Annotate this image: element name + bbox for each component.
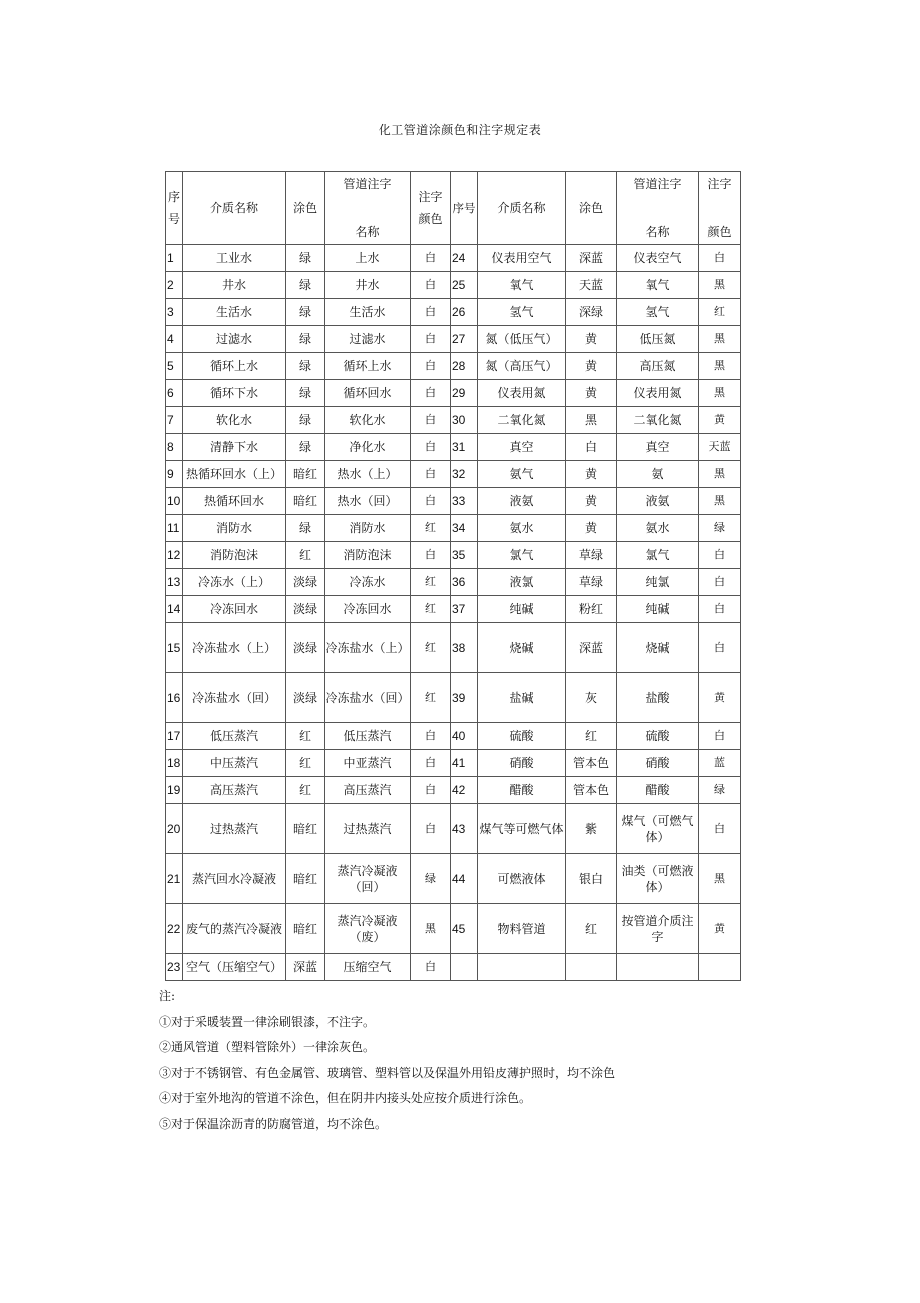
cell-label-right: 液氨 <box>617 488 699 515</box>
cell-paint-right: 管本色 <box>566 777 617 804</box>
cell-no-left: 4 <box>166 326 183 353</box>
cell-medium-left: 热循环回水 <box>183 488 286 515</box>
table-row <box>166 623 741 673</box>
cell-text-color-right: 红 <box>699 299 741 326</box>
cell-medium-left: 过热蒸汽 <box>183 804 286 854</box>
cell-medium-right: 氨水 <box>478 515 566 542</box>
header-paint: 涂色 <box>286 172 325 245</box>
cell-no-right: 29 <box>451 380 478 407</box>
cell-no-left: 8 <box>166 434 183 461</box>
cell-paint-right: 黑 <box>566 407 617 434</box>
cell-no-right: 28 <box>451 353 478 380</box>
table-row <box>166 272 741 299</box>
notes-heading: 注: <box>159 989 176 1003</box>
header-no-2: 序号 <box>451 172 478 245</box>
cell-label-right: 纯氯 <box>617 569 699 596</box>
cell-paint-right: 灰 <box>566 673 617 723</box>
cell-no-right: 33 <box>451 488 478 515</box>
table-row <box>166 353 741 380</box>
cell-medium-right: 硫酸 <box>478 723 566 750</box>
cell-medium-right: 物料管道 <box>478 904 566 954</box>
header-text-color-top-2: 注字 <box>707 177 732 191</box>
cell-no-left: 20 <box>166 804 183 854</box>
cell-label-left: 过热蒸汽 <box>325 804 411 854</box>
cell-paint-right: 黄 <box>566 461 617 488</box>
cell-label-right: 仪表空气 <box>617 245 699 272</box>
cell-paint-right: 草绿 <box>566 542 617 569</box>
cell-no-right: 30 <box>451 407 478 434</box>
cell-no-left: 21 <box>166 854 183 904</box>
cell-text-color-left: 红 <box>411 569 451 596</box>
cell-medium-right: 煤气等可燃气体 <box>478 804 566 854</box>
cell-label-left: 冷冻盐水（回） <box>325 673 411 723</box>
cell-medium-right: 氨气 <box>478 461 566 488</box>
cell-no-right: 45 <box>451 904 478 954</box>
cell-text-color-right: 黑 <box>699 488 741 515</box>
cell-text-color-right: 白 <box>699 245 741 272</box>
note-item-4: ④对于室外地沟的管道不涂色，但在阴井内接头处应按介质进行涂色。 <box>159 1091 532 1105</box>
cell-medium-left: 冷冻盐水（上） <box>183 623 286 673</box>
cell-medium-left: 消防泡沫 <box>183 542 286 569</box>
cell-label-left: 冷冻回水 <box>325 596 411 623</box>
cell-text-color-right: 黄 <box>699 673 741 723</box>
header-medium: 介质名称 <box>183 172 286 245</box>
cell-label-left: 热水（回） <box>325 488 411 515</box>
pipe-color-table <box>165 171 741 981</box>
cell-no-left: 10 <box>166 488 183 515</box>
cell-paint-left: 暗红 <box>286 488 325 515</box>
cell-label-left: 热水（上） <box>325 461 411 488</box>
cell-paint-right: 白 <box>566 434 617 461</box>
table-row <box>166 804 741 854</box>
cell-no-left: 15 <box>166 623 183 673</box>
table-row <box>166 488 741 515</box>
cell-medium-left: 冷冻回水 <box>183 596 286 623</box>
cell-paint-right: 银白 <box>566 854 617 904</box>
cell-medium-left: 循环上水 <box>183 353 286 380</box>
cell-medium-left: 冷冻盐水（回） <box>183 673 286 723</box>
cell-text-color-left: 白 <box>411 245 451 272</box>
table-row <box>166 542 741 569</box>
cell-no-left: 3 <box>166 299 183 326</box>
header-label-bottom-2: 名称 <box>645 225 670 239</box>
cell-paint-right: 黄 <box>566 353 617 380</box>
cell-no-left: 6 <box>166 380 183 407</box>
cell-paint-left: 红 <box>286 723 325 750</box>
header-paint-2: 涂色 <box>566 172 617 245</box>
cell-medium-right: 纯碱 <box>478 596 566 623</box>
cell-text-color-right: 白 <box>699 569 741 596</box>
cell-text-color-right: 黑 <box>699 854 741 904</box>
header-text-color-bottom-2: 颜色 <box>707 225 732 239</box>
cell-paint-left: 绿 <box>286 245 325 272</box>
cell-medium-right: 液氨 <box>478 488 566 515</box>
cell-label-left: 上水 <box>325 245 411 272</box>
cell-paint-right: 黄 <box>566 380 617 407</box>
cell-text-color-right: 黑 <box>699 272 741 299</box>
cell-text-color-right: 蓝 <box>699 750 741 777</box>
cell-label-right: 硫酸 <box>617 723 699 750</box>
cell-label-right: 氢气 <box>617 299 699 326</box>
cell-paint-right: 深蓝 <box>566 245 617 272</box>
cell-text-color-right: 黄 <box>699 904 741 954</box>
cell-label-left: 生活水 <box>325 299 411 326</box>
cell-medium-left: 工业水 <box>183 245 286 272</box>
cell-text-color-left: 白 <box>411 461 451 488</box>
cell-medium-right: 二氧化氮 <box>478 407 566 434</box>
cell-paint-left: 绿 <box>286 272 325 299</box>
cell-label-left: 消防泡沫 <box>325 542 411 569</box>
note-item-1: ①对于采暖装置一律涂刷银漆，不注字。 <box>159 1014 376 1029</box>
cell-no-right <box>451 954 478 981</box>
cell-text-color-left: 白 <box>411 954 451 981</box>
cell-paint-left: 淡绿 <box>286 673 325 723</box>
cell-paint-left: 淡绿 <box>286 569 325 596</box>
cell-label-right: 氨 <box>617 461 699 488</box>
cell-label-left: 压缩空气 <box>325 954 411 981</box>
cell-paint-right: 黄 <box>566 488 617 515</box>
cell-label-right: 油类（可燃液体） <box>617 854 699 904</box>
header-text-color <box>411 172 451 245</box>
cell-paint-right: 深绿 <box>566 299 617 326</box>
table-row <box>166 407 741 434</box>
cell-text-color-right: 白 <box>699 542 741 569</box>
note-item-2: ②通风管道（塑料管除外）一律涂灰色。 <box>159 1040 376 1054</box>
cell-paint-right <box>566 954 617 981</box>
cell-text-color-left: 白 <box>411 299 451 326</box>
cell-paint-right: 草绿 <box>566 569 617 596</box>
cell-medium-right: 氮（高压气） <box>478 353 566 380</box>
cell-no-left: 11 <box>166 515 183 542</box>
header-label-2 <box>617 172 699 245</box>
cell-text-color-left: 白 <box>411 777 451 804</box>
cell-text-color-left: 白 <box>411 488 451 515</box>
cell-no-right: 39 <box>451 673 478 723</box>
cell-text-color-left: 白 <box>411 380 451 407</box>
cell-no-right: 24 <box>451 245 478 272</box>
cell-label-right: 纯碱 <box>617 596 699 623</box>
cell-text-color-right: 白 <box>699 623 741 673</box>
cell-paint-left: 淡绿 <box>286 596 325 623</box>
cell-text-color-left: 红 <box>411 623 451 673</box>
cell-text-color-left: 白 <box>411 434 451 461</box>
cell-medium-left: 冷冻水（上） <box>183 569 286 596</box>
header-text-color-2 <box>699 172 741 245</box>
cell-no-left: 9 <box>166 461 183 488</box>
table-row <box>166 904 741 954</box>
cell-paint-left: 暗红 <box>286 804 325 854</box>
cell-text-color-left: 白 <box>411 353 451 380</box>
cell-medium-right: 氯气 <box>478 542 566 569</box>
notes <box>159 984 615 1137</box>
cell-paint-left: 红 <box>286 542 325 569</box>
table-row <box>166 434 741 461</box>
cell-paint-left: 绿 <box>286 353 325 380</box>
table-row <box>166 515 741 542</box>
cell-no-left: 16 <box>166 673 183 723</box>
cell-no-left: 23 <box>166 954 183 981</box>
cell-text-color-left: 白 <box>411 542 451 569</box>
cell-paint-left: 绿 <box>286 299 325 326</box>
cell-no-right: 32 <box>451 461 478 488</box>
cell-paint-left: 暗红 <box>286 461 325 488</box>
cell-text-color-right: 黑 <box>699 326 741 353</box>
cell-paint-right: 管本色 <box>566 750 617 777</box>
cell-label-left: 冷冻盐水（上） <box>325 623 411 673</box>
header-medium-2: 介质名称 <box>478 172 566 245</box>
cell-text-color-left: 红 <box>411 596 451 623</box>
cell-no-right: 27 <box>451 326 478 353</box>
cell-paint-right: 紫 <box>566 804 617 854</box>
cell-no-left: 14 <box>166 596 183 623</box>
cell-medium-left: 废气的蒸汽冷凝液 <box>183 904 286 954</box>
cell-text-color-left: 白 <box>411 272 451 299</box>
cell-text-color-left: 白 <box>411 750 451 777</box>
note-item-5: ⑤对于保温涂沥青的防腐管道，均不涂色。 <box>159 1116 388 1131</box>
cell-label-right: 仪表用氮 <box>617 380 699 407</box>
cell-label-right: 按管道介质注字 <box>617 904 699 954</box>
cell-text-color-right: 天蓝 <box>699 434 741 461</box>
cell-medium-right: 仪表用空气 <box>478 245 566 272</box>
header-no <box>166 172 183 245</box>
cell-no-right: 25 <box>451 272 478 299</box>
cell-label-right: 盐酸 <box>617 673 699 723</box>
cell-text-color-left: 黑 <box>411 904 451 954</box>
header-label-top: 管道注字 <box>343 177 392 191</box>
header-no-text: 序号 <box>168 190 181 226</box>
cell-label-right: 低压氮 <box>617 326 699 353</box>
table-row <box>166 461 741 488</box>
cell-no-left: 19 <box>166 777 183 804</box>
cell-no-right: 43 <box>451 804 478 854</box>
cell-label-left: 消防水 <box>325 515 411 542</box>
cell-text-color-right: 绿 <box>699 777 741 804</box>
cell-no-right: 44 <box>451 854 478 904</box>
header-label <box>325 172 411 245</box>
cell-no-right: 35 <box>451 542 478 569</box>
cell-no-right: 42 <box>451 777 478 804</box>
cell-medium-left: 过滤水 <box>183 326 286 353</box>
cell-paint-left: 红 <box>286 777 325 804</box>
cell-medium-right: 盐碱 <box>478 673 566 723</box>
cell-no-left: 5 <box>166 353 183 380</box>
cell-no-left: 17 <box>166 723 183 750</box>
cell-medium-left: 井水 <box>183 272 286 299</box>
cell-label-right: 二氧化氮 <box>617 407 699 434</box>
cell-label-right <box>617 954 699 981</box>
cell-label-right: 醋酸 <box>617 777 699 804</box>
cell-label-left: 净化水 <box>325 434 411 461</box>
cell-paint-left: 红 <box>286 750 325 777</box>
cell-no-left: 12 <box>166 542 183 569</box>
cell-label-left: 蒸汽冷凝液（废） <box>325 904 411 954</box>
cell-medium-right: 真空 <box>478 434 566 461</box>
cell-medium-left: 循环下水 <box>183 380 286 407</box>
cell-label-right: 硝酸 <box>617 750 699 777</box>
cell-paint-left: 绿 <box>286 515 325 542</box>
cell-label-right: 氯气 <box>617 542 699 569</box>
cell-medium-right: 硝酸 <box>478 750 566 777</box>
cell-label-right: 高压氮 <box>617 353 699 380</box>
table-row <box>166 299 741 326</box>
cell-paint-left: 暗红 <box>286 854 325 904</box>
cell-medium-right: 可燃液体 <box>478 854 566 904</box>
table-row <box>166 326 741 353</box>
cell-paint-left: 绿 <box>286 434 325 461</box>
cell-label-right: 真空 <box>617 434 699 461</box>
cell-label-right: 氧气 <box>617 272 699 299</box>
cell-medium-left: 生活水 <box>183 299 286 326</box>
table-row <box>166 854 741 904</box>
cell-text-color-right: 白 <box>699 596 741 623</box>
table-row <box>166 596 741 623</box>
cell-label-left: 蒸汽冷凝液（回） <box>325 854 411 904</box>
cell-paint-right: 深蓝 <box>566 623 617 673</box>
cell-text-color-left: 白 <box>411 407 451 434</box>
cell-label-right: 烧碱 <box>617 623 699 673</box>
cell-text-color-right: 白 <box>699 804 741 854</box>
page-title: 化工管道涂颜色和注字规定表 <box>378 123 542 137</box>
cell-no-right: 38 <box>451 623 478 673</box>
cell-paint-right: 粉红 <box>566 596 617 623</box>
cell-paint-left: 绿 <box>286 407 325 434</box>
table-row <box>166 954 741 981</box>
cell-paint-right: 红 <box>566 723 617 750</box>
cell-text-color-left: 白 <box>411 723 451 750</box>
table-row <box>166 380 741 407</box>
cell-medium-right: 烧碱 <box>478 623 566 673</box>
cell-text-color-left: 绿 <box>411 854 451 904</box>
cell-paint-left: 淡绿 <box>286 623 325 673</box>
cell-no-right: 41 <box>451 750 478 777</box>
cell-no-right: 40 <box>451 723 478 750</box>
cell-label-left: 高压蒸汽 <box>325 777 411 804</box>
cell-paint-left: 绿 <box>286 326 325 353</box>
cell-no-right: 26 <box>451 299 478 326</box>
header-label-top-2: 管道注字 <box>633 177 682 191</box>
header-text-color-text: 注字颜色 <box>418 190 443 226</box>
cell-no-right: 37 <box>451 596 478 623</box>
cell-paint-right: 黄 <box>566 515 617 542</box>
table-row <box>166 673 741 723</box>
cell-label-left: 软化水 <box>325 407 411 434</box>
cell-no-left: 1 <box>166 245 183 272</box>
cell-medium-right <box>478 954 566 981</box>
cell-text-color-right: 黑 <box>699 380 741 407</box>
cell-paint-left: 暗红 <box>286 904 325 954</box>
cell-text-color-right: 黑 <box>699 353 741 380</box>
cell-medium-left: 清静下水 <box>183 434 286 461</box>
cell-paint-right: 红 <box>566 904 617 954</box>
cell-text-color-left: 红 <box>411 515 451 542</box>
cell-medium-right: 仪表用氮 <box>478 380 566 407</box>
cell-no-right: 31 <box>451 434 478 461</box>
cell-medium-right: 液氯 <box>478 569 566 596</box>
cell-no-left: 22 <box>166 904 183 954</box>
cell-no-left: 18 <box>166 750 183 777</box>
cell-label-left: 循环回水 <box>325 380 411 407</box>
cell-label-left: 过滤水 <box>325 326 411 353</box>
table-row <box>166 777 741 804</box>
cell-paint-left: 绿 <box>286 380 325 407</box>
cell-text-color-left: 白 <box>411 804 451 854</box>
cell-label-left: 低压蒸汽 <box>325 723 411 750</box>
table-row <box>166 569 741 596</box>
cell-text-color-left: 白 <box>411 326 451 353</box>
cell-text-color-right: 白 <box>699 723 741 750</box>
cell-label-left: 中亚蒸汽 <box>325 750 411 777</box>
cell-no-left: 13 <box>166 569 183 596</box>
table-row <box>166 723 741 750</box>
cell-medium-left: 热循环回水（上） <box>183 461 286 488</box>
cell-text-color-right: 绿 <box>699 515 741 542</box>
table-row <box>166 750 741 777</box>
cell-medium-left: 软化水 <box>183 407 286 434</box>
header-label-bottom: 名称 <box>355 225 380 239</box>
cell-text-color-left: 红 <box>411 673 451 723</box>
cell-label-left: 循环上水 <box>325 353 411 380</box>
cell-text-color-right <box>699 954 741 981</box>
cell-medium-left: 中压蒸汽 <box>183 750 286 777</box>
cell-medium-right: 氮（低压气） <box>478 326 566 353</box>
cell-label-right: 煤气（可燃气体） <box>617 804 699 854</box>
note-item-3: ③对于不锈钢管、有色金属管、玻璃管、塑料管以及保温外用铅皮薄护照时，均不涂色 <box>159 1065 616 1080</box>
table-row <box>166 245 741 272</box>
cell-paint-right: 黄 <box>566 326 617 353</box>
cell-medium-right: 氢气 <box>478 299 566 326</box>
cell-no-right: 36 <box>451 569 478 596</box>
cell-paint-left: 深蓝 <box>286 954 325 981</box>
cell-label-left: 井水 <box>325 272 411 299</box>
cell-medium-right: 氧气 <box>478 272 566 299</box>
cell-no-left: 7 <box>166 407 183 434</box>
cell-no-left: 2 <box>166 272 183 299</box>
cell-medium-left: 高压蒸汽 <box>183 777 286 804</box>
cell-medium-right: 醋酸 <box>478 777 566 804</box>
cell-text-color-right: 黑 <box>699 461 741 488</box>
cell-label-right: 氨水 <box>617 515 699 542</box>
cell-text-color-right: 黄 <box>699 407 741 434</box>
cell-medium-left: 低压蒸汽 <box>183 723 286 750</box>
cell-medium-left: 空气（压缩空气） <box>183 954 286 981</box>
table-body <box>166 245 741 981</box>
table-header-row <box>166 172 741 245</box>
cell-paint-right: 天蓝 <box>566 272 617 299</box>
cell-no-right: 34 <box>451 515 478 542</box>
cell-label-left: 冷冻水 <box>325 569 411 596</box>
cell-medium-left: 蒸汽回水冷凝液 <box>183 854 286 904</box>
cell-medium-left: 消防水 <box>183 515 286 542</box>
